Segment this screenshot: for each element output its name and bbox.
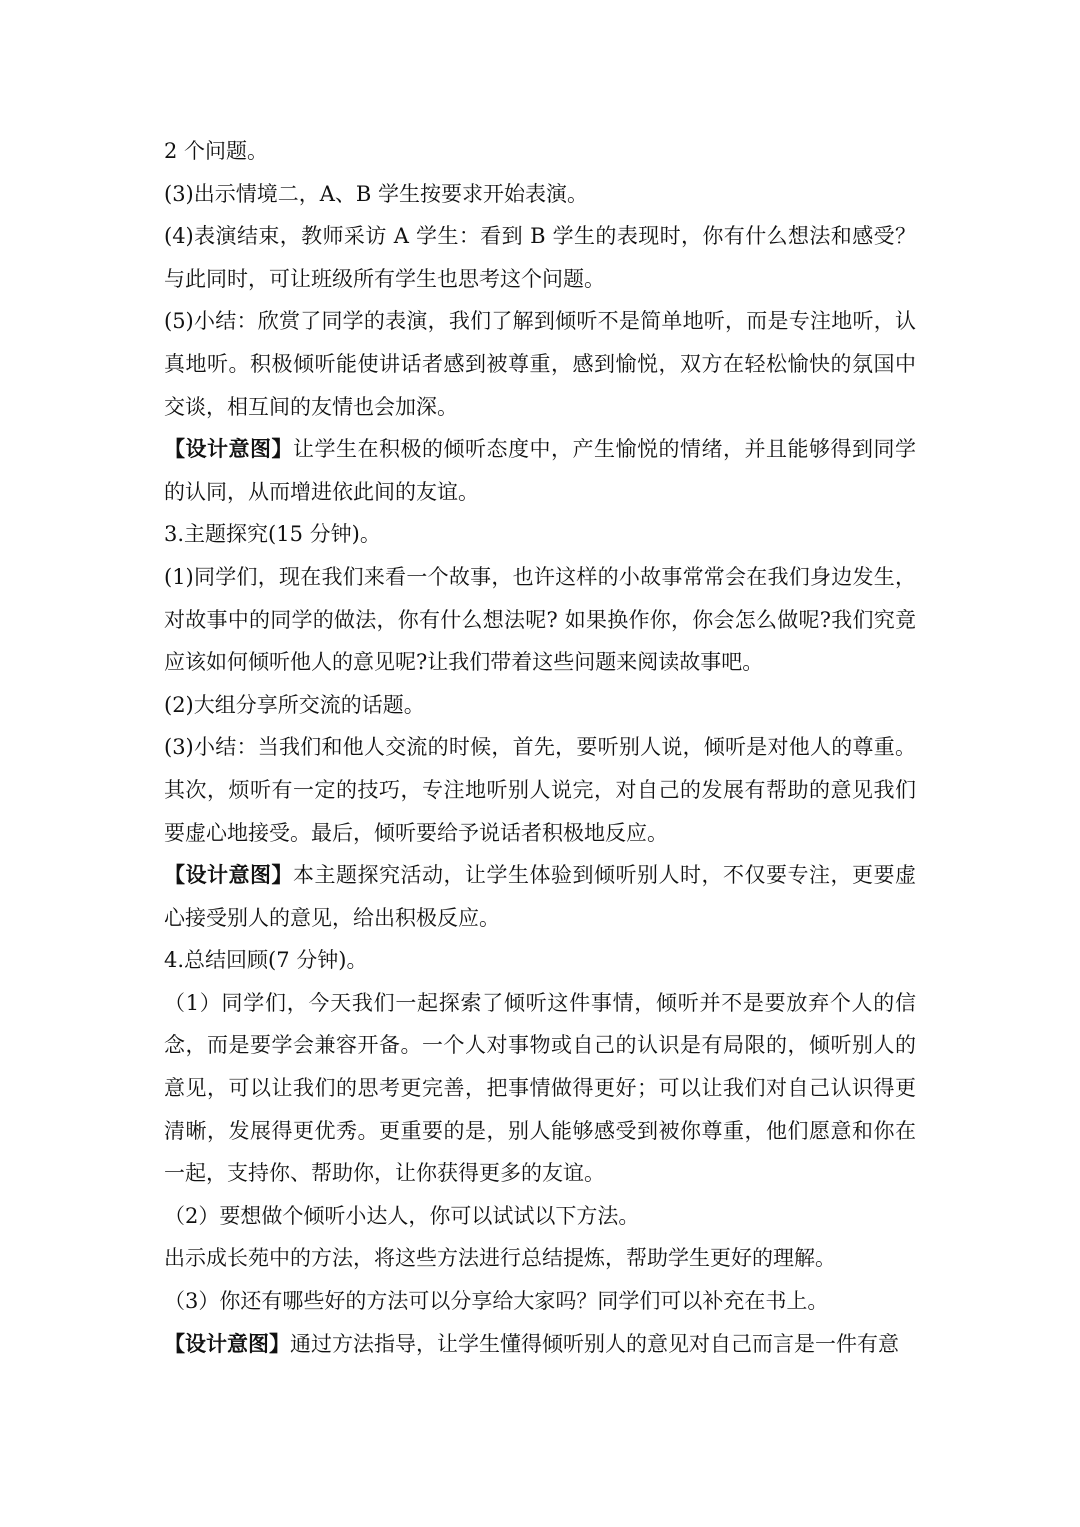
paragraph-text: (4)表演结束，教师采访 A 学生：看到 B 学生的表现时，你有什么想法和感受？与此同时，可让班级所有学生也思考这个问题。 [164,224,916,291]
paragraph-text: 2 个问题。 [164,139,269,163]
paragraph [164,130,916,173]
paragraph-text: (1)同学们，现在我们来看一个故事，也许这样的小故事常常会在我们身边发生，对故事中的同学的做法，你有什么想法呢? 如果换作你，你会怎么做呢?我们究竟应该如何倾听他人的意见呢?让我们带着这些问题来阅读故事吧。 [164,564,916,675]
design-intent-label: 【设计意图】 [164,1330,290,1356]
paragraph-text: (3)出示情境二，A、B 学生按要求开始表演。 [164,181,589,206]
paragraph-text: 出示成长苑中的方法，将这些方法进行总结提炼，帮助学生更好的理解。 [164,1246,836,1271]
design-intent-paragraph [164,1323,916,1366]
paragraph-text: 本主题探究活动，让学生体验到倾听别人时，不仅要专注，更要虚心接受别人的意见，给出积极反应。 [164,863,916,930]
design-intent-label: 【设计意图】 [164,436,293,462]
paragraph-text: （3）你还有哪些好的方法可以分享给大家吗？同学们可以补充在书上。 [164,1289,829,1314]
design-intent-paragraph [164,854,916,939]
paragraph [164,556,916,684]
paragraph [164,684,916,727]
paragraph [164,982,916,1195]
paragraph-text: （1）同学们，今天我们一起探索了倾听这件事情，倾听并不是要放弃个人的信念，而是要学会兼容开备。一个人对事物或自己的认识是有局限的，倾听别人的意见，可以让我们的思考更完善，把事情做得更好；可以让我们对自己认识得更清晰，发展得更优秀。更重要的是，别人能够感受到被你尊重，他们愿意和你在一起，支持你、帮助你，让你获得更多的友谊。 [164,990,916,1186]
paragraph [164,300,916,428]
paragraph-text: (5)小结：欣赏了同学的表演，我们了解到倾听不是简单地听，而是专注地听，认真地听。积极倾听能使讲话者感到被尊重，感到愉悦，双方在轻松愉快的氛国中交谈，相互间的友情也会加深。 [164,309,916,419]
design-intent-label: 【设计意图】 [164,862,293,888]
paragraph-text: （2）要想做个倾听小达人，你可以试试以下方法。 [164,1203,640,1228]
paragraph [164,1237,916,1280]
paragraph-text: 3.主题探究(15 分钟)。 [164,522,381,547]
paragraph-text: (2)大组分享所交流的话题。 [164,692,425,717]
paragraph [164,173,916,216]
document-body [164,130,916,1365]
section-heading [164,513,916,556]
paragraph [164,215,916,300]
design-intent-paragraph [164,428,916,513]
paragraph-text: 通过方法指导，让学生懂得倾听别人的意见对自己而言是一件有意 [290,1331,899,1356]
paragraph [164,1280,916,1323]
paragraph-text: (3)小结：当我们和他人交流的时候，首先，要听别人说，倾听是对他人的尊重。其次，烦听有一定的技巧，专注地听别人说完，对自己的发展有帮助的意见我们要虚心地接受。最后，倾听要给予说话者积极地反应。 [164,735,916,845]
paragraph [164,726,916,854]
section-heading [164,939,916,982]
paragraph [164,1195,916,1238]
paragraph-text: 让学生在积极的倾听态度中，产生愉悦的情绪，并且能够得到同学的认同，从而增进依此间的友谊。 [164,437,916,504]
paragraph-text: 4.总结回顾(7 分钟)。 [164,948,368,973]
